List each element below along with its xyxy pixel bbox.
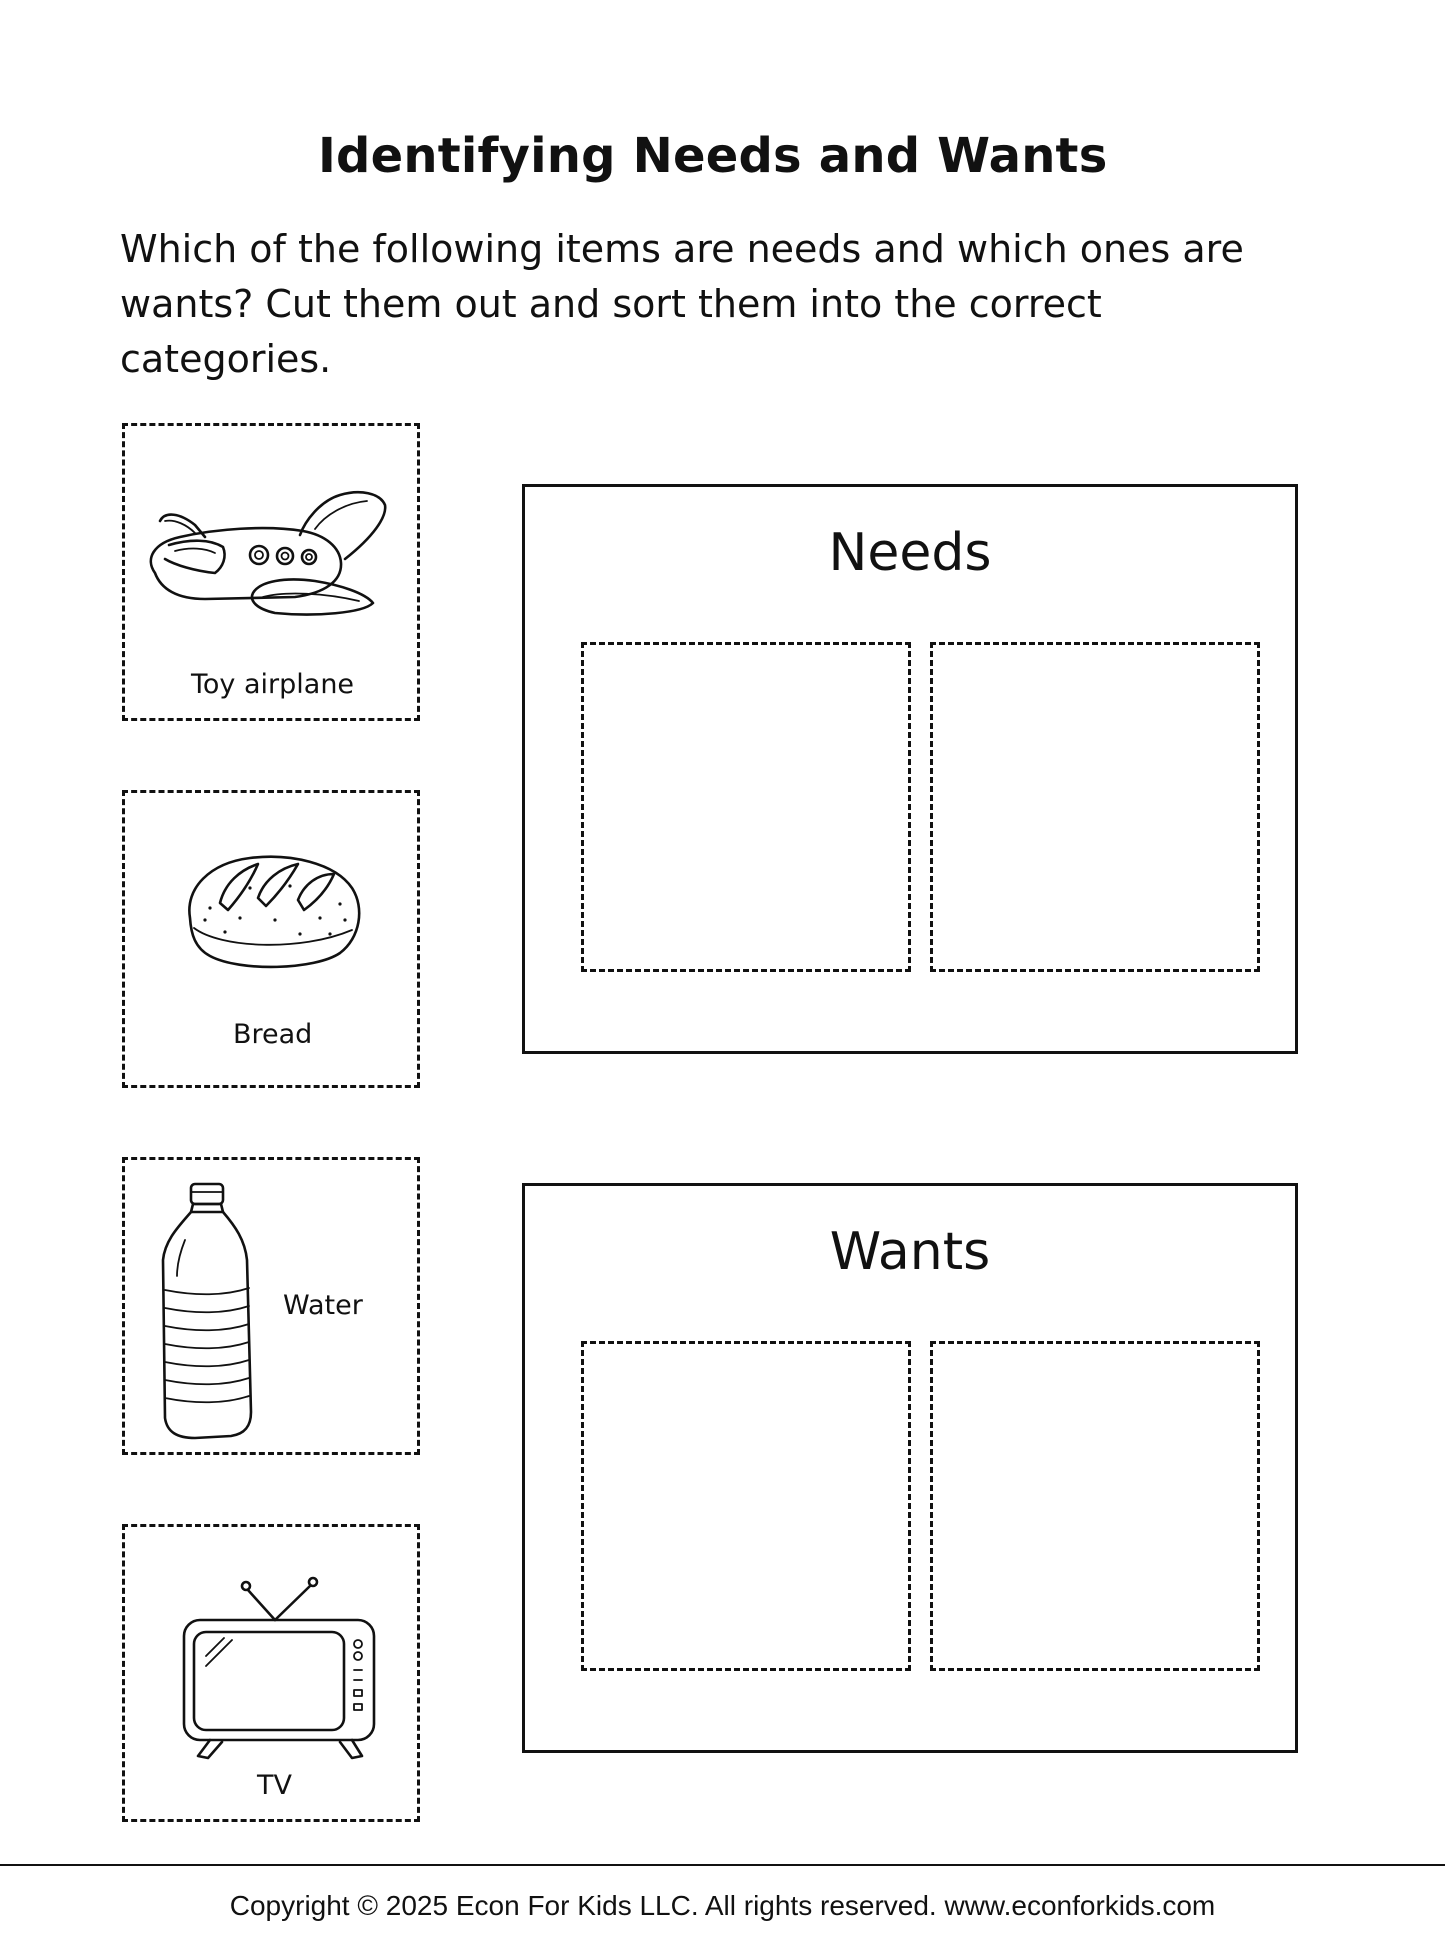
cutout-card-toy-airplane[interactable]: [122, 423, 420, 721]
needs-box[interactable]: [522, 484, 1298, 1054]
needs-slot[interactable]: [930, 642, 1260, 972]
cutout-card-bread[interactable]: [122, 790, 420, 1088]
wants-box[interactable]: [522, 1183, 1298, 1753]
needs-title: Needs: [828, 523, 992, 583]
bread-icon: [180, 848, 370, 978]
copyright-footer: Copyright © 2025 Econ For Kids LLC. All rights reserved. www.econforkids.com: [229, 1890, 1216, 1921]
wants-slot[interactable]: [581, 1341, 911, 1671]
cutout-card-tv[interactable]: [122, 1524, 420, 1822]
card-label: Bread: [233, 1019, 313, 1050]
water-bottle-icon: [155, 1180, 265, 1445]
wants-slot[interactable]: [930, 1341, 1260, 1671]
card-label: Water: [283, 1290, 363, 1321]
wants-title: Wants: [829, 1222, 991, 1282]
airplane-icon: [135, 481, 405, 631]
needs-slot[interactable]: [581, 642, 911, 972]
instructions: Which of the following items are needs and which ones are wants? Cut them out and sort them into the correct categories.: [120, 227, 1244, 381]
cutout-card-water[interactable]: [122, 1157, 420, 1455]
card-label: Toy airplane: [191, 669, 355, 700]
footer-divider: [0, 1864, 1445, 1866]
card-label: TV: [257, 1770, 292, 1801]
tv-icon: [180, 1552, 380, 1762]
worksheet-title: Identifying Needs and Wants: [318, 128, 1108, 184]
